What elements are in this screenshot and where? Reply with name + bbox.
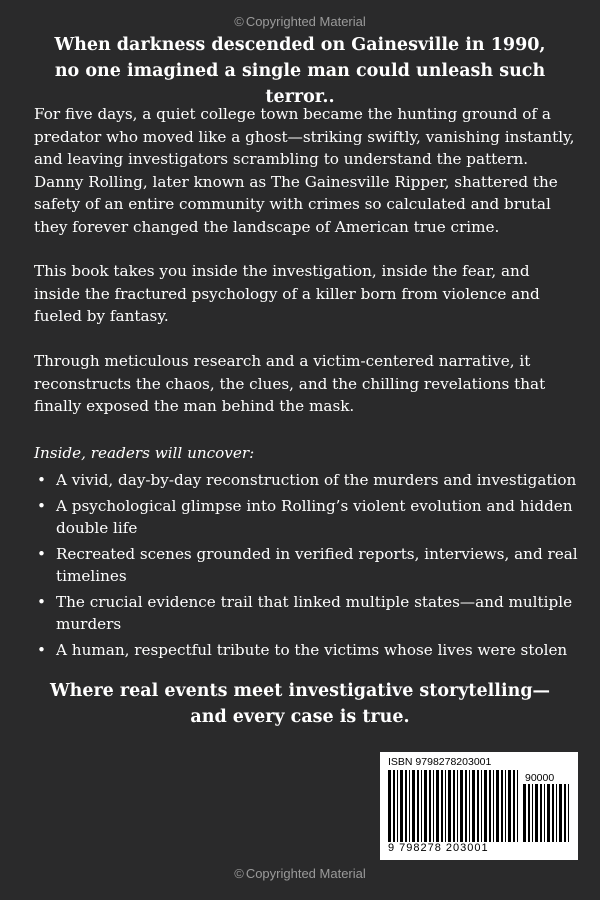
watermark-top <box>0 14 600 29</box>
barcode-bars-icon <box>388 770 520 842</box>
copyright-icon: © <box>234 14 244 29</box>
barcode-digits: 9 798278 203001 <box>388 842 489 854</box>
paragraph-2: This book takes you inside the investigation, inside the fear, and inside the fractured psychology of a killer born from violence and fueled by fantasy. <box>34 262 540 325</box>
list-intro: Inside, readers will uncover: <box>34 444 255 462</box>
barcode-addon-icon <box>523 784 571 842</box>
list-item: • Recreated scenes grounded in verified reports, interviews, and real timelines <box>34 543 579 587</box>
paragraph-1: For five days, a quiet college town became the hunting ground of a predator who moved like a ghost—striking swiftly, vanishing instantly, and leaving investigators scrambling to understand the pattern. Danny Rolling, later known as The Gainesville Ripper, shattered the safety of an entire community with crimes so calculated and brutal they forever changed the landscape of American true crime. <box>34 105 575 236</box>
list-item: • A psychological glimpse into Rolling’s violent evolution and hidden double life <box>34 495 579 539</box>
copyright-icon: © <box>234 866 244 881</box>
watermark-bottom <box>0 866 600 881</box>
paragraph-3: Through meticulous research and a victim-centered narrative, it reconstructs the chaos, the clues, and the chilling revelations that finally exposed the man behind the mask. <box>34 352 546 415</box>
list-item: • The crucial evidence trail that linked multiple states—and multiple murders <box>34 591 579 635</box>
watermark-bottom-text: Copyrighted Material <box>245 866 366 881</box>
list-item: • A human, respectful tribute to the victims whose lives were stolen <box>34 639 579 661</box>
isbn-label: ISBN 9798278203001 <box>388 756 492 768</box>
tagline: Where real events meet investigative storytelling—and every case is true. <box>49 681 551 727</box>
watermark-top-text: Copyrighted Material <box>245 14 366 29</box>
price-code: 90000 <box>525 772 555 784</box>
bullet-list <box>34 469 579 665</box>
list-item: • A vivid, day-by-day reconstruction of the murders and investigation <box>34 469 579 491</box>
headline: When darkness descended on Gainesville in 1990, no one imagined a single man could unleash such terror.. <box>54 35 546 107</box>
isbn-barcode <box>380 752 578 860</box>
